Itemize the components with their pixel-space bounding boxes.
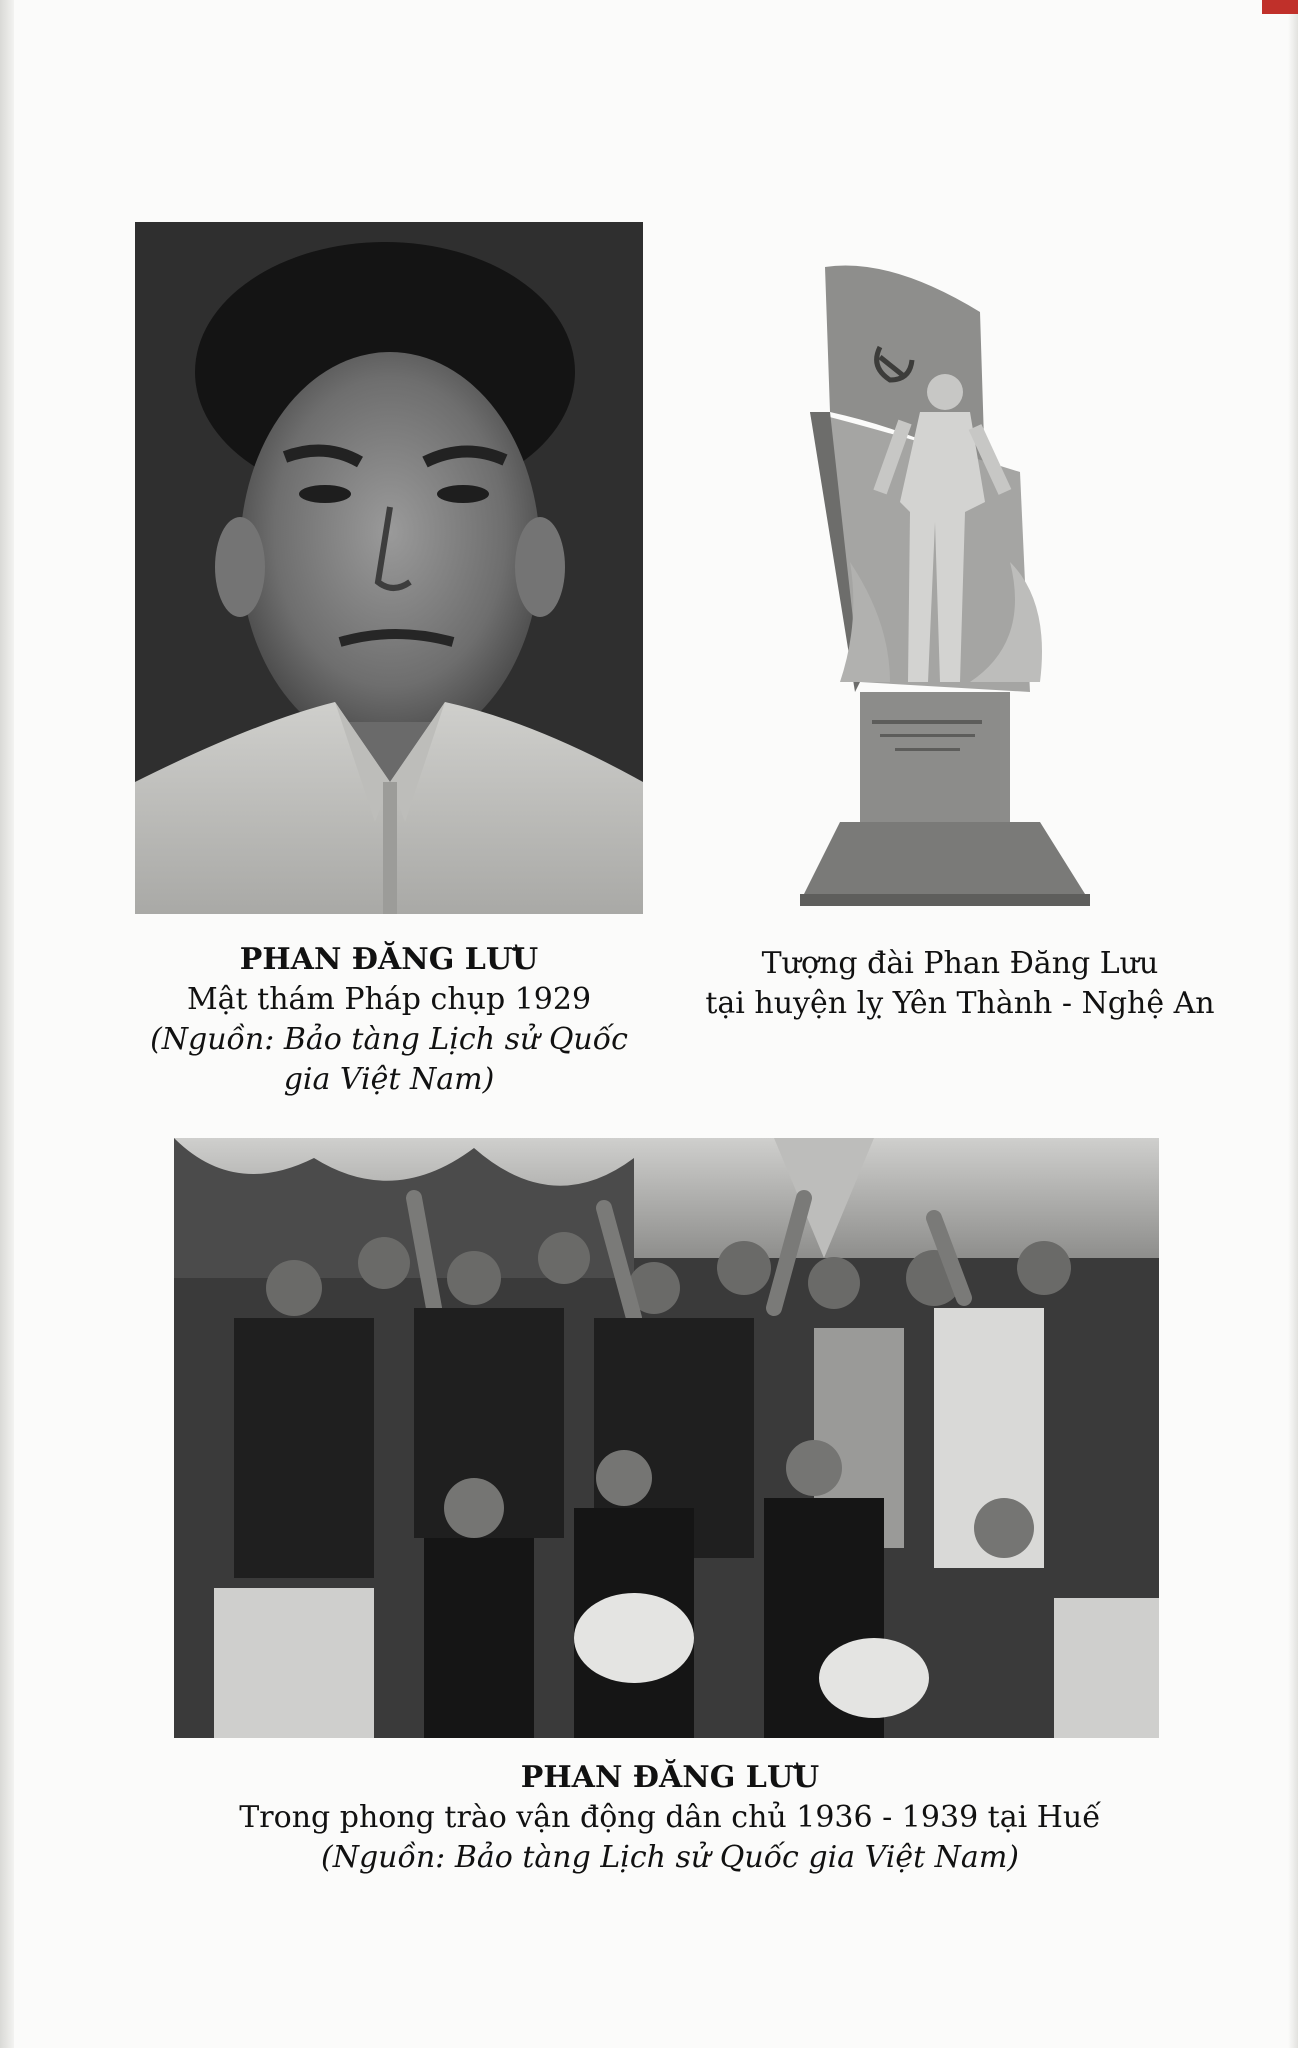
portrait-caption-line: Mật thám Pháp chụp 1929 [186,982,592,1017]
monument-caption-line2: tại huyện lỵ Yên Thành - Nghệ An [705,986,1215,1021]
portrait-caption [135,940,643,1100]
page-binding-edge [0,0,14,2048]
monument-caption-line1: Tượng đài Phan Đăng Lưu [761,946,1159,981]
crowd-caption-line: Trong phong trào vận động dân chủ 1936 - 1939 tại Huế [239,1800,1101,1835]
monument-caption [700,944,1220,1024]
portrait-caption-title: PHAN ĐĂNG LƯU [239,942,539,977]
portrait-caption-source: (Nguồn: Bảo tàng Lịch sử Quốc gia Việt Nam) [150,1022,628,1097]
crowd-caption-source: (Nguồn: Bảo tàng Lịch sử Quốc gia Việt Nam) [321,1840,1019,1875]
corner-mark [1262,0,1298,14]
portrait-photo [135,222,643,914]
crowd-photo [174,1138,1159,1738]
monument-photo [800,262,1110,912]
crowd-caption-title: PHAN ĐĂNG LƯU [520,1760,820,1795]
crowd-caption [200,1758,1140,1878]
page-right-edge [1288,0,1298,2048]
